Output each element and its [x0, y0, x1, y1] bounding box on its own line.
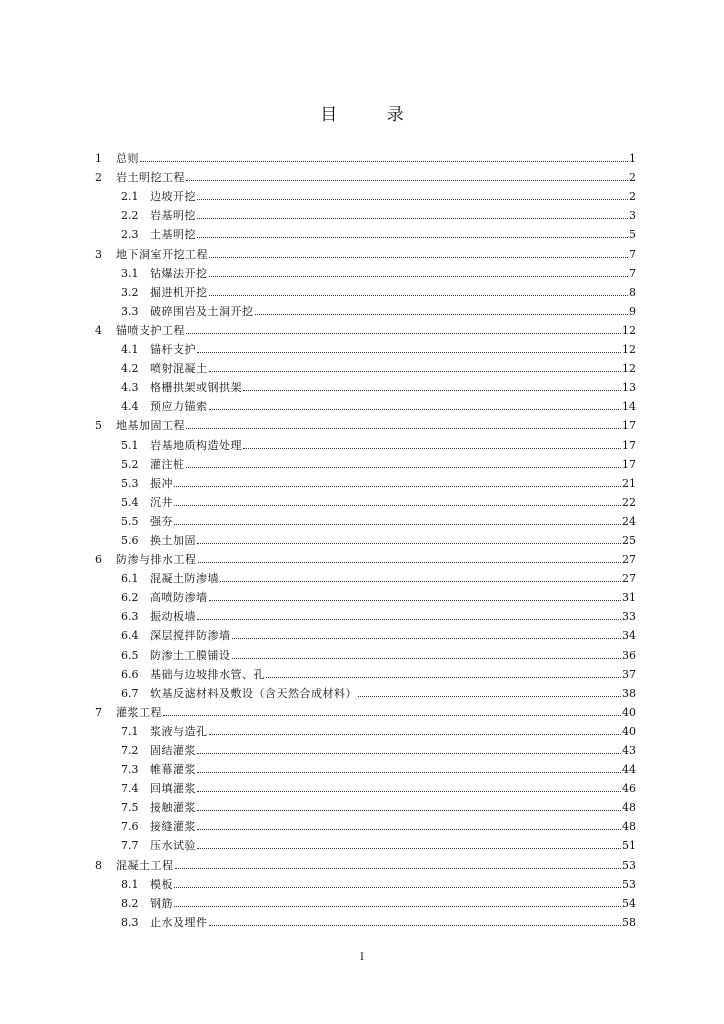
toc-entry-page: 33: [622, 610, 636, 624]
toc-entry-page: 40: [622, 705, 636, 719]
toc-entry-page: 37: [622, 667, 636, 681]
toc-entry-number: 3.2: [121, 285, 139, 299]
toc-entry-page: 51: [622, 839, 636, 853]
toc-entry-title: 灌注桩: [150, 457, 185, 471]
toc-section-entry[interactable]: [95, 375, 636, 394]
toc-entry-title: 破碎围岩及土洞开挖: [150, 304, 254, 318]
toc-entry-number: 5: [95, 419, 102, 433]
toc-section-entry[interactable]: [95, 776, 636, 795]
toc-entry-page: 27: [622, 572, 636, 586]
toc-dot-leader: [140, 161, 628, 162]
toc-entry-title: 灌浆工程: [116, 705, 162, 719]
toc-entry-title: 锚喷支护工程: [116, 323, 185, 337]
toc-entry-number: 4: [95, 323, 102, 337]
toc-entry-title: 防渗土工膜铺设: [150, 648, 231, 662]
toc-entry-title: 振动板墙: [150, 610, 196, 624]
toc-dot-leader: [220, 581, 621, 582]
toc-chapter-entry[interactable]: [95, 146, 636, 165]
toc-entry-page: 27: [622, 553, 636, 567]
toc-dot-leader: [209, 295, 629, 296]
toc-dot-leader: [197, 352, 621, 353]
toc-entry-number: 8: [95, 858, 102, 872]
toc-entry-page: 17: [622, 438, 636, 452]
toc-entry-title: 掘进机开挖: [150, 285, 208, 299]
toc-dot-leader: [197, 791, 621, 792]
toc-entry-title: 混凝土防渗墙: [150, 572, 219, 586]
toc-dot-leader: [186, 333, 621, 334]
toc-entry-page: 7: [629, 247, 636, 261]
toc-entry-number: 6.3: [121, 610, 139, 624]
toc-entry-number: 8.2: [121, 896, 139, 910]
toc-entry-number: 5.5: [121, 514, 139, 528]
toc-dot-leader: [197, 199, 628, 200]
toc-entry-number: 7.3: [121, 763, 139, 777]
toc-dot-leader: [197, 753, 621, 754]
toc-entry-number: 4.3: [121, 381, 139, 395]
toc-section-entry[interactable]: [95, 662, 636, 681]
toc-entry-number: 6.7: [121, 686, 139, 700]
toc-entry-page: 46: [622, 782, 636, 796]
toc-dot-leader: [232, 638, 622, 639]
toc-section-entry[interactable]: [95, 738, 636, 757]
toc-dot-leader: [197, 772, 621, 773]
toc-section-entry[interactable]: [95, 280, 636, 299]
toc-entry-number: 5.3: [121, 476, 139, 490]
toc-entry-page: 44: [622, 763, 636, 777]
toc-entry-title: 土基明挖: [150, 228, 196, 242]
toc-entry-title: 钢筋: [150, 896, 173, 910]
toc-entry-page: 14: [622, 400, 636, 414]
toc-entry-number: 2.3: [121, 228, 139, 242]
toc-entry-page: 2: [629, 171, 636, 185]
toc-entry-page: 43: [622, 744, 636, 757]
toc-dot-leader: [197, 848, 621, 849]
toc-section-entry[interactable]: [95, 566, 636, 585]
toc-entry-page: 34: [622, 629, 636, 643]
toc-entry-number: 7.7: [121, 839, 139, 853]
toc-entry-title: 防渗与排水工程: [116, 553, 197, 567]
toc-entry-page: 17: [622, 419, 636, 433]
toc-entry-page: 12: [622, 323, 636, 337]
toc-entry-page: 1: [629, 152, 636, 166]
toc-dot-leader: [209, 257, 628, 258]
toc-dot-leader: [174, 524, 621, 525]
toc-section-entry[interactable]: [95, 681, 636, 700]
toc-entry-title: 地基加固工程: [116, 419, 185, 433]
toc-entry-number: 4.1: [121, 343, 139, 357]
toc-chapter-entry[interactable]: [95, 700, 636, 719]
toc-entry-title: 总则: [116, 152, 139, 166]
toc-entry-title: 预应力锚索: [150, 400, 208, 414]
toc-chapter-entry[interactable]: [95, 852, 636, 871]
toc-entry-number: 8.3: [121, 915, 139, 929]
toc-entry-title: 强夯: [150, 514, 173, 528]
toc-section-entry[interactable]: [95, 757, 636, 776]
toc-section-entry[interactable]: [95, 891, 636, 910]
toc-dot-leader: [163, 715, 621, 716]
toc-entry-page: 36: [622, 648, 636, 662]
toc-entry-page: 3: [629, 209, 636, 223]
toc-dot-leader: [174, 887, 621, 888]
toc-section-entry[interactable]: [95, 356, 636, 375]
toc-dot-leader: [243, 448, 621, 449]
toc-entry-page: 48: [622, 820, 636, 834]
toc-entry-page: 7: [629, 266, 636, 280]
toc-chapter-entry[interactable]: [95, 241, 636, 260]
toc-dot-leader: [209, 734, 622, 735]
toc-entry-title: 钻爆法开挖: [150, 266, 208, 280]
toc-entry-page: 2: [629, 190, 636, 204]
toc-entry-number: 7.1: [121, 724, 139, 738]
toc-section-entry[interactable]: [95, 261, 636, 280]
toc-chapter-entry[interactable]: [95, 318, 636, 337]
toc-dot-leader: [186, 428, 621, 429]
toc-entry-title: 模板: [150, 877, 173, 891]
toc-section-entry[interactable]: [95, 795, 636, 814]
toc-dot-leader: [197, 829, 621, 830]
toc-dot-leader: [197, 543, 621, 544]
toc-entry-title: 锚杆支护: [150, 343, 196, 357]
toc-entry-number: 5.2: [121, 457, 139, 471]
toc-entry-page: 40: [622, 724, 636, 738]
toc-entry-page: 22: [622, 495, 636, 509]
toc-dot-leader: [243, 390, 621, 391]
toc-dot-leader: [175, 868, 622, 869]
toc-dot-leader: [255, 314, 629, 315]
toc-section-entry[interactable]: [95, 299, 636, 318]
toc-dot-leader: [209, 600, 622, 601]
toc-dot-leader: [209, 409, 622, 410]
toc-entry-page: 9: [629, 304, 636, 318]
toc-entry-number: 2: [95, 171, 102, 185]
toc-entry-page: 8: [629, 285, 636, 299]
toc-section-entry[interactable]: [95, 623, 636, 642]
page-number: I: [360, 952, 364, 963]
toc-section-entry[interactable]: [95, 528, 636, 547]
toc-entry-title: 高喷防渗墙: [150, 591, 208, 605]
toc-section-entry[interactable]: [95, 604, 636, 623]
toc-section-entry[interactable]: [95, 337, 636, 356]
toc-entry-page: 24: [622, 514, 636, 528]
toc-entry-number: 5.6: [121, 533, 139, 547]
toc-entry-page: 54: [622, 896, 636, 910]
toc-chapter-entry[interactable]: [95, 413, 636, 432]
toc-dot-leader: [197, 810, 621, 811]
toc-entry-page: 31: [622, 591, 636, 605]
toc-entry-page: 21: [622, 476, 636, 490]
toc-entry-title: 接触灌浆: [150, 801, 196, 815]
toc-section-entry[interactable]: [95, 509, 636, 528]
toc-entry-number: 6.2: [121, 591, 139, 605]
toc-dot-leader: [174, 906, 621, 907]
toc-section-entry[interactable]: [95, 642, 636, 661]
toc-entry-title: 接缝灌浆: [150, 820, 196, 834]
toc-section-entry[interactable]: [95, 394, 636, 413]
toc-section-entry[interactable]: [95, 872, 636, 891]
toc-entry-title: 软基反滤材料及敷设（含天然合成材料）: [150, 686, 357, 700]
toc-entry-number: 1: [95, 152, 102, 166]
toc-entry-title: 沉井: [150, 495, 173, 509]
toc-entry-number: 7: [95, 705, 102, 719]
toc-section-entry[interactable]: [95, 471, 636, 490]
toc-entry-title: 岩基明挖: [150, 209, 196, 223]
toc-section-entry[interactable]: [95, 184, 636, 203]
toc-dot-leader: [174, 505, 621, 506]
toc-entry-number: 3: [95, 247, 102, 261]
toc-entry-number: 4.2: [121, 362, 139, 376]
toc-entry-page: 13: [622, 381, 636, 395]
toc-dot-leader: [209, 371, 622, 372]
toc-entry-title: 岩基地质构造处理: [150, 438, 242, 452]
toc-section-entry[interactable]: [95, 432, 636, 451]
toc-dot-leader: [198, 562, 622, 563]
toc-dot-leader: [266, 677, 621, 678]
toc-entry-number: 3.3: [121, 304, 139, 318]
toc-section-entry[interactable]: [95, 452, 636, 471]
toc-entry-title: 回填灌浆: [150, 782, 196, 796]
toc-section-entry[interactable]: [95, 585, 636, 604]
toc-entry-page: 17: [622, 457, 636, 471]
toc-entry-title: 振冲: [150, 476, 173, 490]
toc-entry-title: 压水试验: [150, 839, 196, 853]
toc-dot-leader: [186, 180, 628, 181]
toc-section-entry[interactable]: [95, 910, 636, 929]
toc-entry-title: 喷射混凝土: [150, 362, 208, 376]
toc-entry-number: 6.4: [121, 629, 139, 643]
toc-entry-title: 岩土明挖工程: [116, 171, 185, 185]
toc-entry-title: 固结灌浆: [150, 744, 196, 757]
toc-entry-number: 7.2: [121, 744, 139, 757]
toc-section-entry[interactable]: [95, 222, 636, 241]
toc-entry-title: 换土加固: [150, 533, 196, 547]
toc-entry-number: 2.1: [121, 190, 139, 204]
toc-entry-number: 8.1: [121, 877, 139, 891]
page-title: 目 录: [320, 105, 426, 125]
toc-entry-title: 格栅拱架或钢拱架: [150, 381, 242, 395]
toc-dot-leader: [197, 237, 628, 238]
toc-entry-page: 12: [622, 362, 636, 376]
toc-entry-title: 帷幕灌浆: [150, 763, 196, 777]
toc-entry-page: 53: [622, 877, 636, 891]
toc-entry-number: 6: [95, 553, 102, 567]
toc-entry-page: 53: [622, 858, 636, 872]
toc-entry-title: 浆液与造孔: [150, 724, 208, 738]
toc-entry-title: 止水及埋件: [150, 915, 208, 929]
toc-entry-number: 6.6: [121, 667, 139, 681]
toc-entry-title: 混凝土工程: [116, 858, 174, 872]
toc-section-entry[interactable]: [95, 719, 636, 738]
toc-dot-leader: [174, 486, 621, 487]
toc-entry-page: 12: [622, 343, 636, 357]
toc-entry-title: 深层搅拌防渗墙: [150, 629, 231, 643]
table-of-contents: [95, 146, 636, 929]
toc-chapter-entry[interactable]: [95, 165, 636, 184]
toc-section-entry[interactable]: [95, 833, 636, 852]
toc-entry-number: 7.4: [121, 782, 139, 796]
toc-dot-leader: [209, 276, 629, 277]
toc-entry-page: 5: [629, 228, 636, 242]
toc-entry-number: 3.1: [121, 266, 139, 280]
toc-entry-number: 7.5: [121, 801, 139, 815]
toc-dot-leader: [186, 467, 622, 468]
toc-chapter-entry[interactable]: [95, 547, 636, 566]
toc-dot-leader: [209, 925, 622, 926]
toc-section-entry[interactable]: [95, 203, 636, 222]
toc-entry-page: 48: [622, 801, 636, 815]
toc-entry-number: 4.4: [121, 400, 139, 414]
toc-entry-number: 2.2: [121, 209, 139, 223]
toc-section-entry[interactable]: [95, 490, 636, 509]
toc-entry-title: 边坡开挖: [150, 190, 196, 204]
toc-entry-number: 6.5: [121, 648, 139, 662]
toc-entry-title: 基础与边坡排水管、孔: [150, 667, 265, 681]
toc-dot-leader: [197, 619, 621, 620]
toc-entry-number: 6.1: [121, 572, 139, 586]
toc-dot-leader: [358, 696, 621, 697]
toc-dot-leader: [232, 658, 622, 659]
toc-entry-page: 25: [622, 533, 636, 547]
toc-entry-page: 38: [622, 686, 636, 700]
toc-entry-title: 地下洞室开挖工程: [116, 247, 208, 261]
toc-entry-page: 58: [622, 915, 636, 929]
toc-entry-number: 7.6: [121, 820, 139, 834]
toc-section-entry[interactable]: [95, 814, 636, 833]
toc-entry-number: 5.1: [121, 438, 139, 452]
toc-entry-number: 5.4: [121, 495, 139, 509]
toc-dot-leader: [197, 218, 628, 219]
